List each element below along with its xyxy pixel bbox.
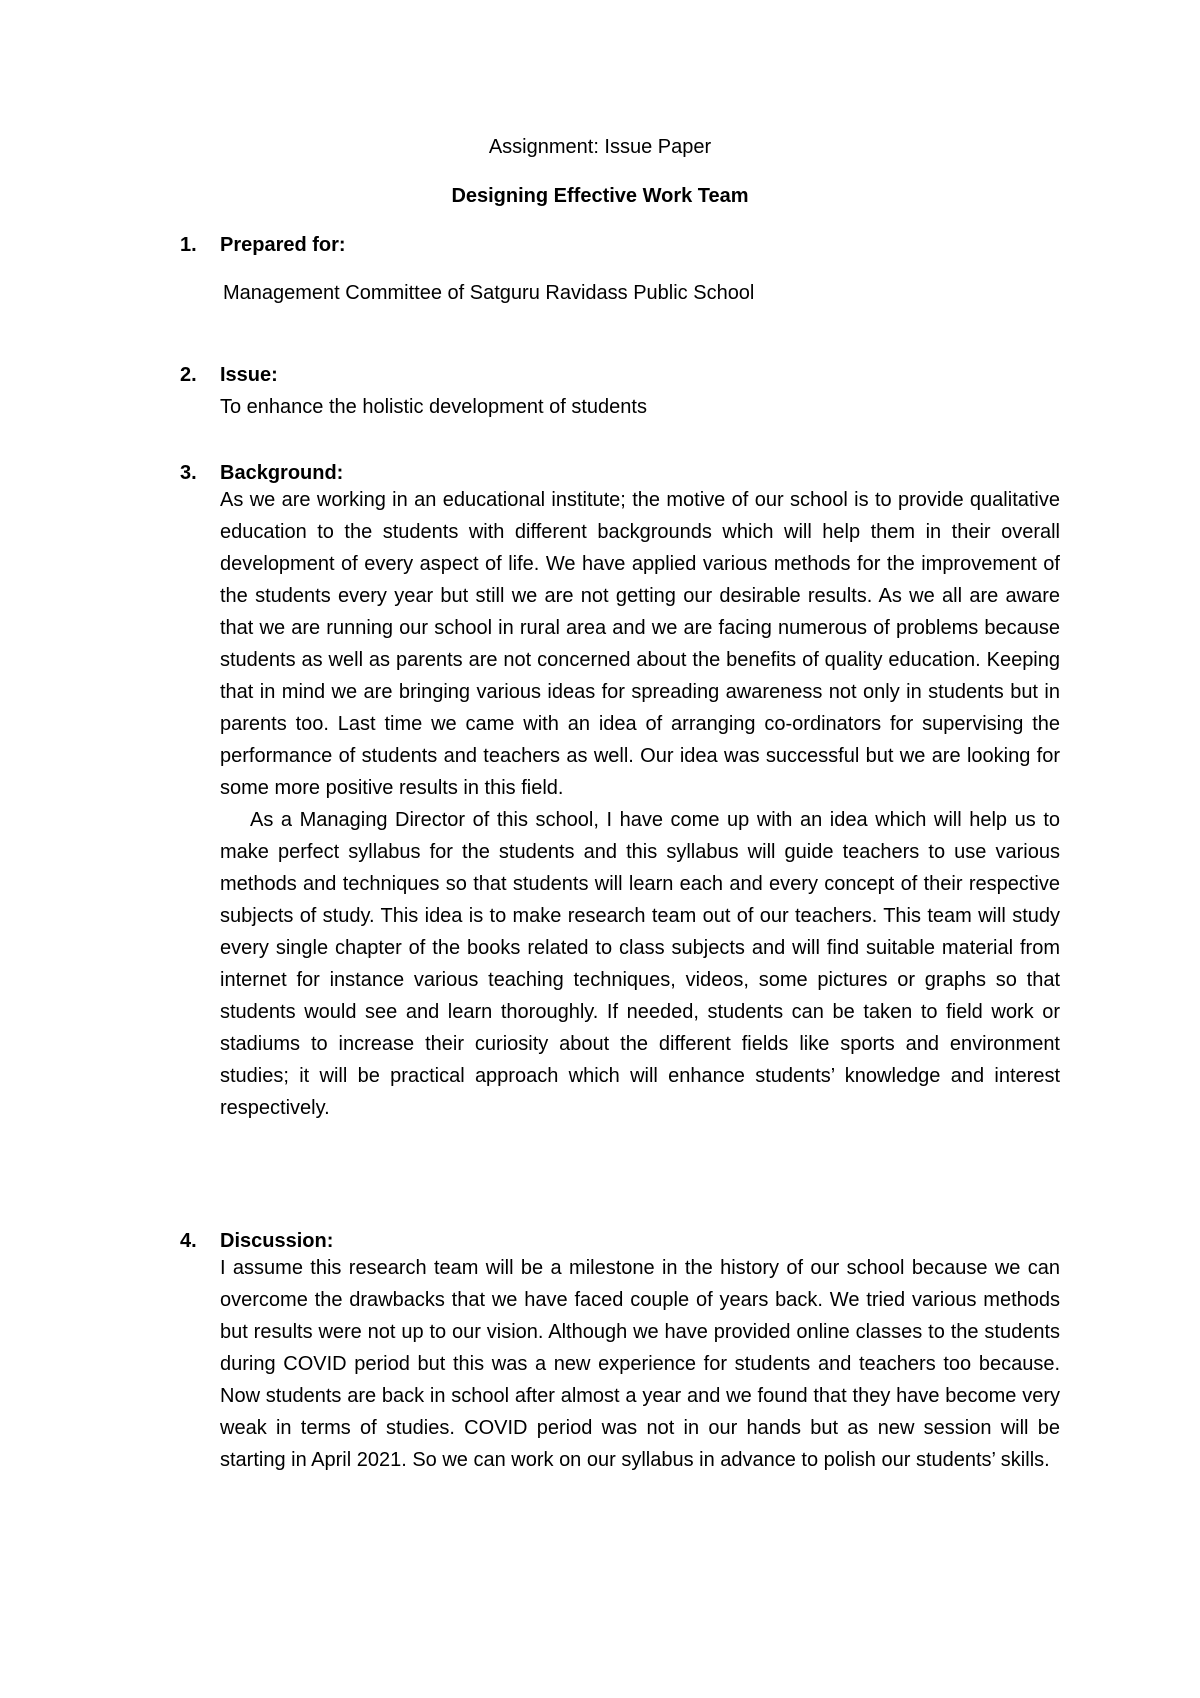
prepared-for-text: Management Committee of Satguru Ravidass Public School [223,282,755,304]
section-heading [180,362,1060,388]
section-issue [180,362,1060,418]
section-number: 2. [180,364,197,386]
background-paragraph-1: As we are working in an educational institute; the motive of our school is to provide qualitative education to the students with different backgrounds which will help them in their overall development of every aspect of life. We have applied various methods for the improvement of the students every year but still we are not getting our desirable results. As we all are aware that we are running our school in rural area and we are facing numerous of problems because students as well as parents are not concerned about the benefits of quality education. Keeping that in mind we are bringing various ideas for spreading awareness not only in students but in parents too. Last time we came with an idea of arranging co-ordinators for supervising the performance of students and teachers as well. Our idea was successful but we are looking for some more positive results in this field. [220,489,1060,799]
section-heading [180,1228,1060,1254]
discussion-body [220,1252,1060,1476]
assignment-title: Assignment: Issue Paper [488,136,712,158]
section-discussion [180,1228,1060,1471]
section-background [180,460,1060,1119]
background-body [220,484,1060,1124]
section-heading-label: Background: [220,462,344,484]
section-heading-label: Discussion: [220,1230,334,1252]
section-heading [180,232,1060,258]
section-number: 3. [180,462,197,484]
discussion-paragraph-1: I assume this research team will be a milestone in the history of our school because we can overcome the drawbacks that we have faced couple of years back. We tried various methods but results were not up to our vision. Although we have provided online classes to the students during COVID period but this was a new experience for students and teachers too because. Now students are back in school after almost a year and we found that they have become very weak in terms of studies. COVID period was not in our hands but as new session will be starting in April 2021. So we can work on our syllabus in advance to polish our students’ skills. [220,1257,1060,1471]
section-heading-label: Issue: [220,364,278,386]
section-prepared-for [180,232,1060,304]
section-heading [180,460,1060,486]
issue-text: To enhance the holistic development of students [220,396,647,418]
section-heading-label: Prepared for: [220,234,346,256]
background-paragraph-2: As a Managing Director of this school, I have come up with an idea which will help us to make perfect syllabus for the students and this syllabus will guide teachers to use various methods and techniques so that students will learn each and every concept of their respective subjects of study. This idea is to make research team out of our teachers. This team will study every single chapter of the books related to class subjects and will find suitable material from internet for instance various teaching techniques, videos, some pictures or graphs so that students would see and learn thoroughly. If needed, students can be taken to field work or stadiums to increase their curiosity about the different fields like sports and environment studies; it will be practical approach which will enhance students’ knowledge and interest respectively. [220,809,1060,1119]
paper-title: Designing Effective Work Team [451,185,749,207]
section-number: 4. [180,1230,197,1252]
section-number: 1. [180,234,197,256]
